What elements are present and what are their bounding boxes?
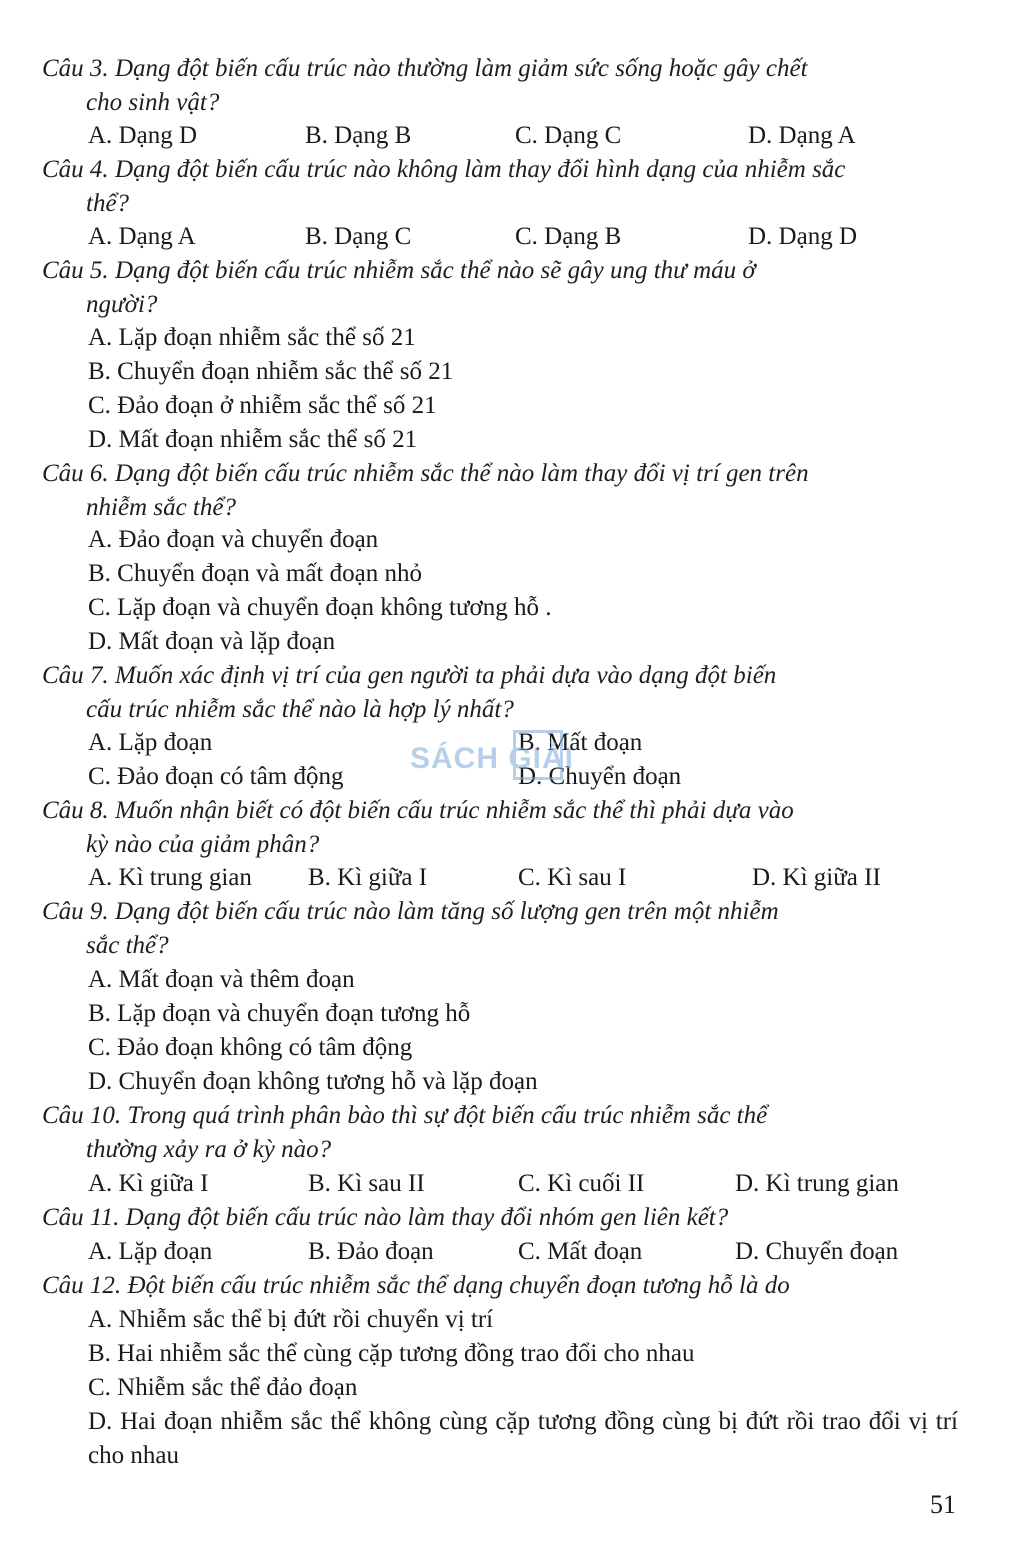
q12-option-a[interactable]: A. Nhiễm sắc thể bị đứt rồi chuyển vị trí xyxy=(88,1306,494,1333)
q8-option-d[interactable]: D. Kì giữa II xyxy=(752,864,881,891)
q6-option-a[interactable]: A. Đảo đoạn và chuyển đoạn xyxy=(88,526,379,553)
question-11 xyxy=(42,1201,957,1235)
question-8-stem: Muốn nhận biết có đột biến cấu trúc nhiễm sắc thể thì phải dựa vào xyxy=(114,797,794,824)
q9-option-b[interactable]: B. Lặp đoạn và chuyển đoạn tương hỗ xyxy=(88,1000,471,1027)
watermark-box-icon xyxy=(513,730,563,780)
question-10-stem: Trong quá trình phân bào thì sự đột biến cấu trúc nhiễm sắc thể xyxy=(127,1102,768,1129)
question-7-stem: Muốn xác định vị trí của gen người ta phải dựa vào dạng đột biến xyxy=(114,662,777,689)
page-number: 51 xyxy=(930,1490,956,1519)
question-5-stem-cont: người? xyxy=(86,291,158,318)
q3-option-c[interactable]: C. Dạng C xyxy=(515,122,622,149)
q7-option-c[interactable]: C. Đảo đoạn có tâm động xyxy=(88,763,344,790)
question-5-stem: Dạng đột biến cấu trúc nhiễm sắc thể nào sẽ gây ung thư máu ở xyxy=(114,257,756,284)
q11-option-c[interactable]: C. Mất đoạn xyxy=(518,1238,643,1265)
question-10 xyxy=(42,1099,957,1167)
q3-option-d[interactable]: D. Dạng A xyxy=(748,122,856,149)
q5-option-a[interactable]: A. Lặp đoạn nhiễm sắc thể số 21 xyxy=(88,324,416,351)
question-9-label: Câu 9. xyxy=(42,898,109,925)
q5-option-d[interactable]: D. Mất đoạn nhiễm sắc thể số 21 xyxy=(88,426,418,453)
question-7 xyxy=(42,659,957,727)
q10-option-a[interactable]: A. Kì giữa I xyxy=(88,1170,209,1197)
watermark-text: SÁCH GIẢI xyxy=(410,742,575,775)
q3-option-a[interactable]: A. Dạng D xyxy=(88,122,198,149)
question-6 xyxy=(42,457,957,525)
q4-option-a[interactable]: A. Dạng A xyxy=(88,223,196,250)
question-7-label: Câu 7. xyxy=(42,662,109,689)
q12-option-c[interactable]: C. Nhiễm sắc thể đảo đoạn xyxy=(88,1374,358,1401)
question-5 xyxy=(42,254,957,322)
q11-option-d[interactable]: D. Chuyển đoạn xyxy=(735,1238,899,1265)
question-4-stem-cont: thể? xyxy=(86,190,130,217)
q4-option-b[interactable]: B. Dạng C xyxy=(305,223,412,250)
question-8-stem-cont: kỳ nào của giảm phân? xyxy=(86,831,320,858)
question-9 xyxy=(42,895,957,963)
q12-option-d[interactable]: D. Hai đoạn nhiễm sắc thể không cùng cặp tương đồng cùng bị đứt rồi trao đổi vị trí cho nhau xyxy=(88,1408,958,1469)
q7-option-a[interactable]: A. Lặp đoạn xyxy=(88,729,213,756)
q11-option-a[interactable]: A. Lặp đoạn xyxy=(88,1238,213,1265)
question-9-stem: Dạng đột biến cấu trúc nào làm tăng số lượng gen trên một nhiễm xyxy=(114,898,779,925)
question-12-label: Câu 12. xyxy=(42,1272,122,1299)
question-9-stem-cont: sắc thể? xyxy=(86,932,169,959)
q3-option-b[interactable]: B. Dạng B xyxy=(305,122,412,149)
q12-option-b[interactable]: B. Hai nhiễm sắc thể cùng cặp tương đồng trao đổi cho nhau xyxy=(88,1340,695,1367)
question-8-label: Câu 8. xyxy=(42,797,109,824)
q9-option-c[interactable]: C. Đảo đoạn không có tâm động xyxy=(88,1034,413,1061)
question-6-stem: Dạng đột biến cấu trúc nhiễm sắc thể nào làm thay đổi vị trí gen trên xyxy=(114,460,809,487)
question-11-label: Câu 11. xyxy=(42,1204,120,1231)
q7-option-d[interactable]: D. Chuyển đoạn xyxy=(518,763,682,790)
question-4-label: Câu 4. xyxy=(42,156,109,183)
q6-option-d[interactable]: D. Mất đoạn và lặp đoạn xyxy=(88,628,336,655)
question-6-stem-cont: nhiễm sắc thể? xyxy=(86,494,236,521)
question-8 xyxy=(42,794,957,862)
q8-option-c[interactable]: C. Kì sau I xyxy=(518,864,627,891)
q11-option-b[interactable]: B. Đảo đoạn xyxy=(308,1238,434,1265)
q10-option-c[interactable]: C. Kì cuối II xyxy=(518,1170,645,1197)
q5-option-c[interactable]: C. Đảo đoạn ở nhiễm sắc thể số 21 xyxy=(88,392,437,419)
q9-option-a[interactable]: A. Mất đoạn và thêm đoạn xyxy=(88,966,355,993)
q4-option-d[interactable]: D. Dạng D xyxy=(748,223,858,250)
q7-option-b[interactable]: B. Mất đoạn xyxy=(518,729,643,756)
question-4-stem: Dạng đột biến cấu trúc nào không làm thay đổi hình dạng của nhiễm sắc xyxy=(114,156,846,183)
q4-option-c[interactable]: C. Dạng B xyxy=(515,223,622,250)
question-3 xyxy=(42,52,957,120)
question-11-stem: Dạng đột biến cấu trúc nào làm thay đổi nhóm gen liên kết? xyxy=(125,1204,729,1231)
q9-option-d[interactable]: D. Chuyển đoạn không tương hỗ và lặp đoạn xyxy=(88,1068,538,1095)
q8-option-b[interactable]: B. Kì giữa I xyxy=(308,864,428,891)
watermark-logo xyxy=(410,728,650,788)
question-10-stem-cont: thường xảy ra ở kỳ nào? xyxy=(86,1136,332,1163)
question-3-label: Câu 3. xyxy=(42,55,109,82)
question-7-stem-cont: cấu trúc nhiễm sắc thể nào là hợp lý nhất? xyxy=(86,696,514,723)
question-4 xyxy=(42,153,957,221)
q6-option-b[interactable]: B. Chuyển đoạn và mất đoạn nhỏ xyxy=(88,560,422,587)
question-12-stem: Đột biến cấu trúc nhiễm sắc thể dạng chuyển đoạn tương hỗ là do xyxy=(127,1272,790,1299)
question-10-label: Câu 10. xyxy=(42,1102,122,1129)
question-6-label: Câu 6. xyxy=(42,460,109,487)
q10-option-d[interactable]: D. Kì trung gian xyxy=(735,1170,899,1197)
q6-option-c[interactable]: C. Lặp đoạn và chuyển đoạn không tương hỗ . xyxy=(88,594,552,621)
q5-option-b[interactable]: B. Chuyển đoạn nhiễm sắc thể số 21 xyxy=(88,358,454,385)
question-3-stem: Dạng đột biến cấu trúc nào thường làm giảm sức sống hoặc gây chết xyxy=(114,55,808,82)
question-5-label: Câu 5. xyxy=(42,257,109,284)
q10-option-b[interactable]: B. Kì sau II xyxy=(308,1170,425,1197)
q8-option-a[interactable]: A. Kì trung gian xyxy=(88,864,252,891)
question-12 xyxy=(42,1269,957,1303)
question-3-stem-cont: cho sinh vật? xyxy=(86,89,220,116)
